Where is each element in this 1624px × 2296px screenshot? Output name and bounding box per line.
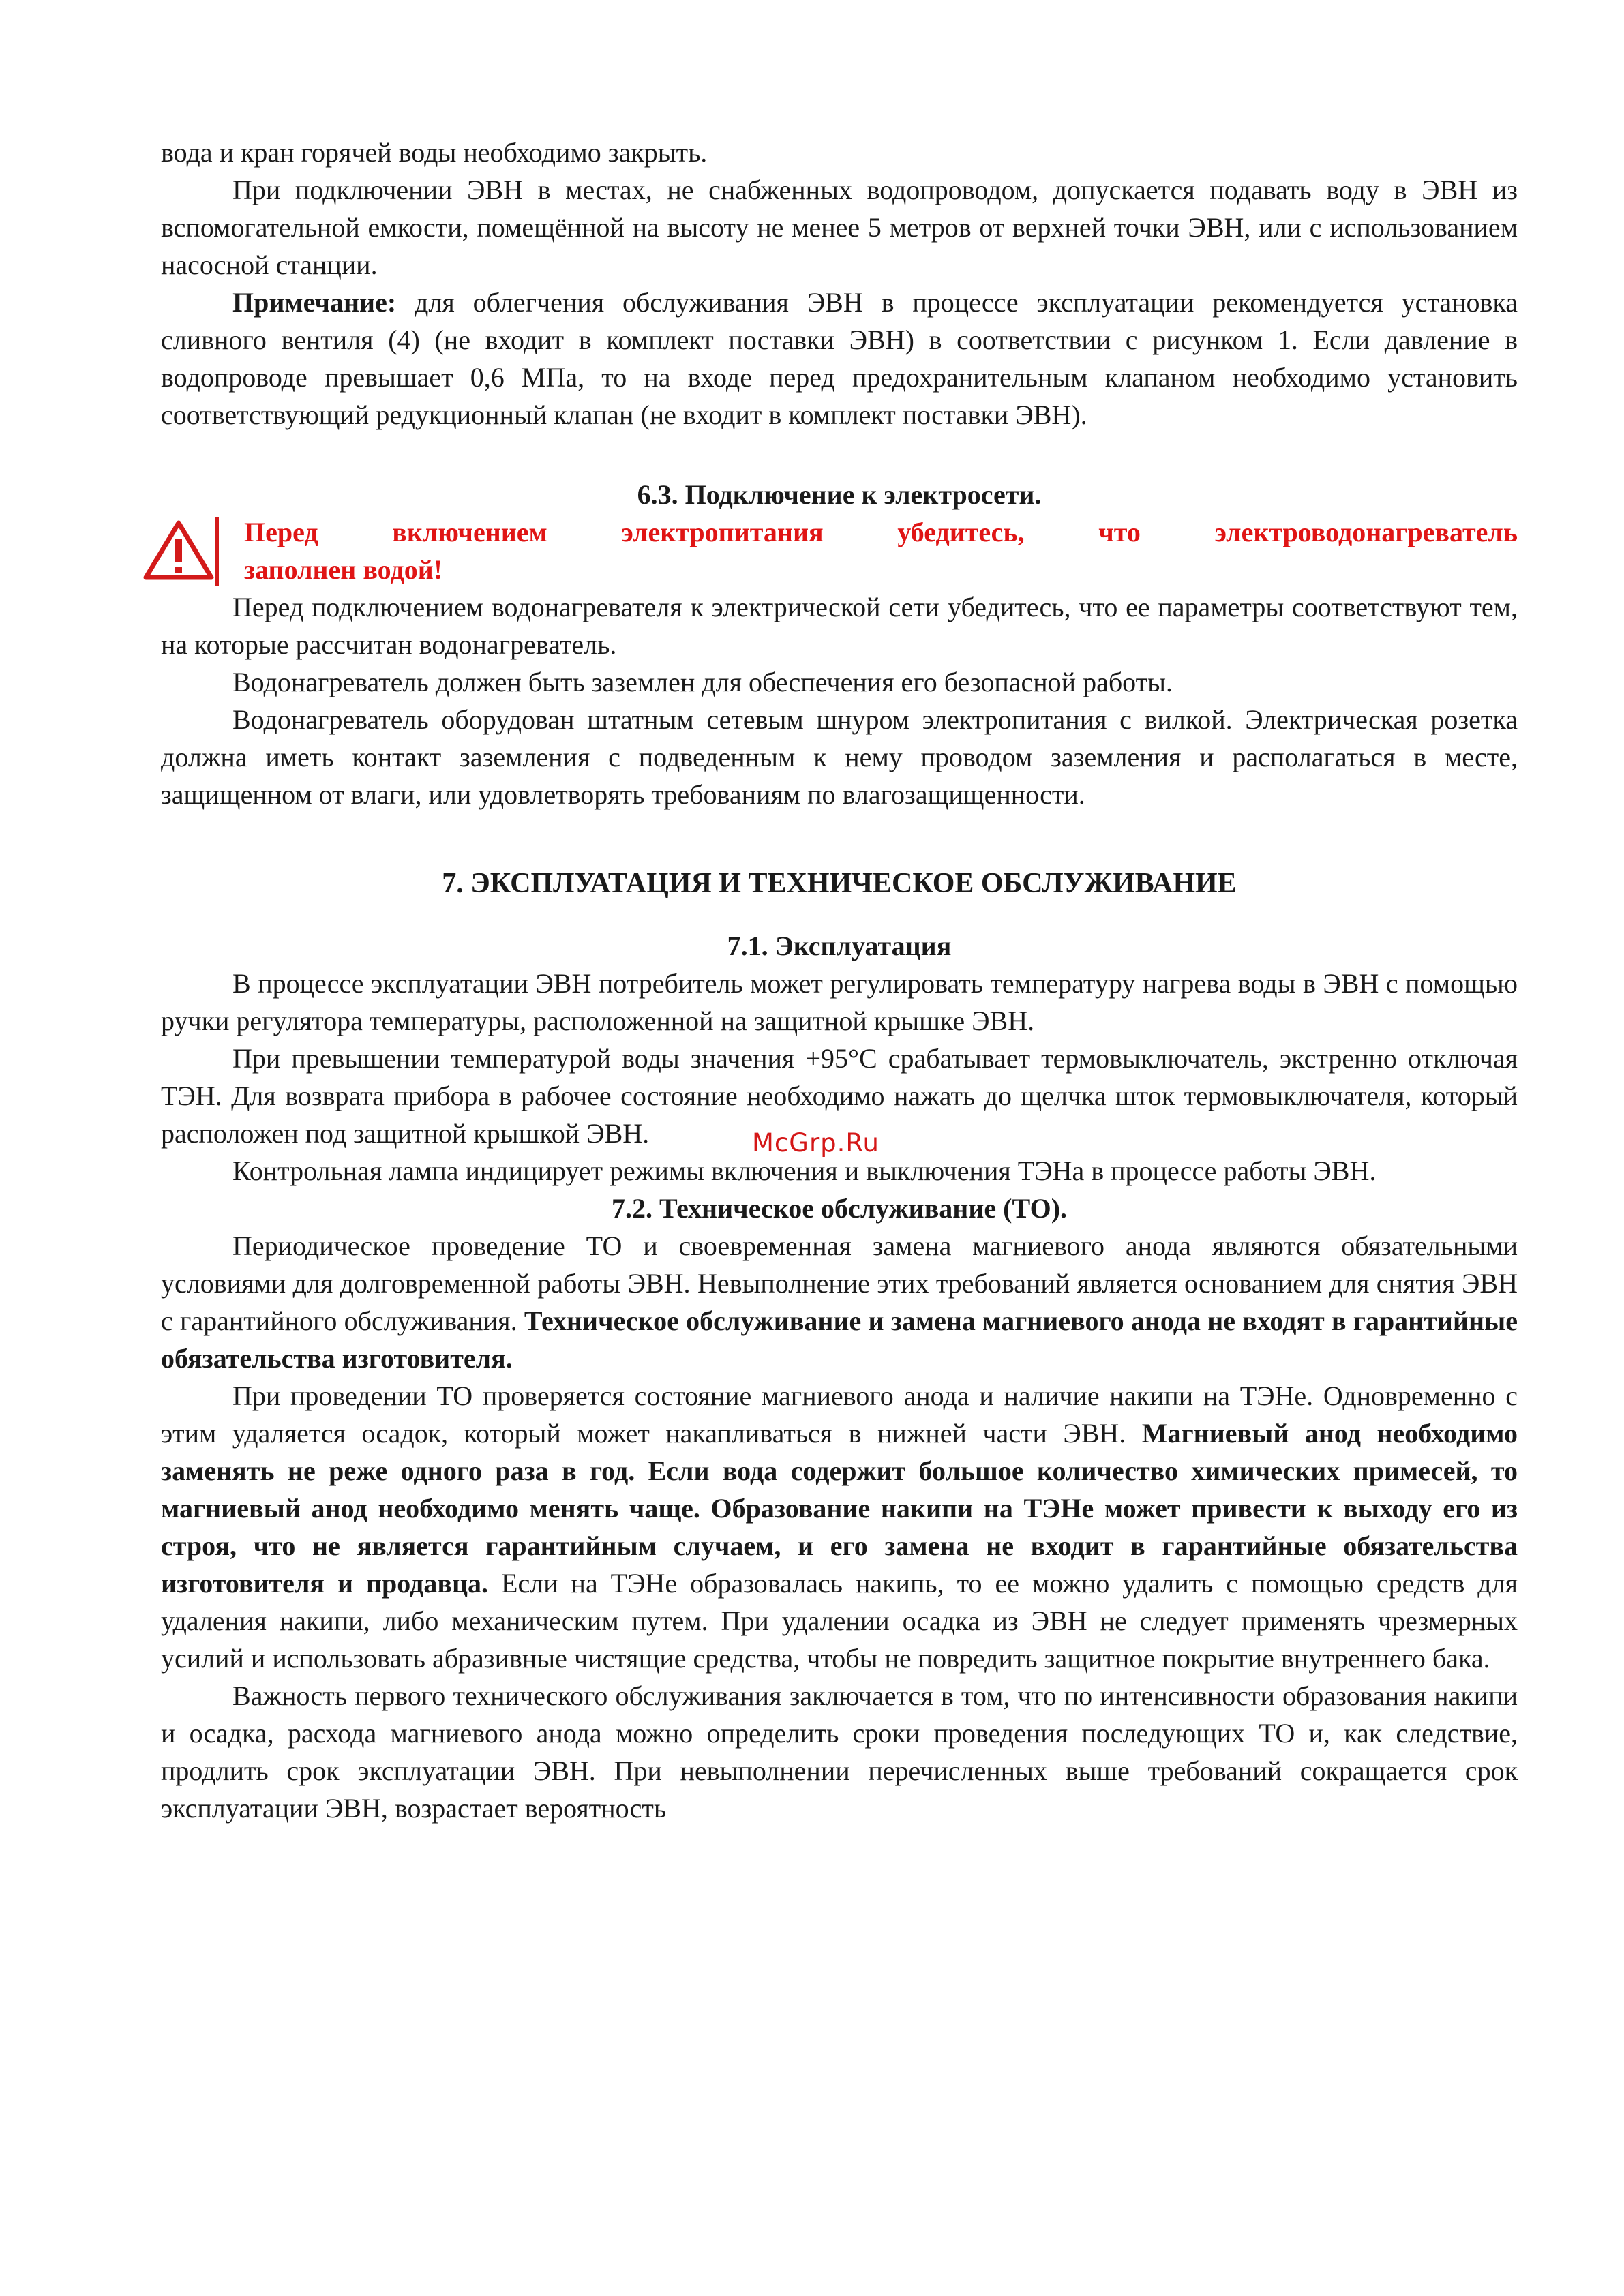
paragraph: Водонагреватель оборудован штатным сетевым шнуром электропитания с вилкой. Электрическая розетка должна иметь контакт заземления с подведенным к нему проводом заземления и располагаться в месте, защищенном от влаги, или удовлетворять требованиям по влагозащищенности. — [161, 704, 1518, 810]
section-heading-7: 7. ЭКСПЛУАТАЦИЯ И ТЕХНИЧЕСКОЕ ОБСЛУЖИВАНИЕ — [442, 868, 1237, 899]
paragraph: Важность первого технического обслуживания заключается в том, что по интенсивности образования накипи и осадка, расхода магниевого анода можно определить сроки проведения последующих ТО и, как следствие, продлить срок эксплуатации ЭВН. При невыполнении перечисленных выше требований сокращается срок эксплуатации ЭВН, возрастает вероятность — [161, 1680, 1518, 1824]
paragraph — [161, 1227, 1518, 1377]
warning-text — [244, 513, 1518, 588]
paragraph: Контрольная лампа индицирует режимы включения и выключения ТЭНа в процессе работы ЭВН. — [232, 1155, 1377, 1186]
section-heading-7-1: 7.1. Эксплуатация — [727, 931, 952, 961]
note-paragraph — [161, 284, 1518, 434]
bold-text-run: Техническое обслуживание и замена магниевого анода не входят в гарантийные обязательства изготовителя. — [161, 1305, 1518, 1374]
paragraph — [161, 1377, 1518, 1677]
text-run: Периодическое проведение ТО и своевременная замена магниевого анода являются обязательными условиями для долговременной работы ЭВН. Невыполнение этих требований является основанием для снятия ЭВН с гарантийного обслуживания. — [161, 1230, 1518, 1336]
warning-triangle-icon — [143, 519, 214, 581]
text-run: При проведении ТО проверяется состояние магниевого анода и наличие накипи на ТЭНе. Одновременно с этим удаляется осадок, который может накапливаться в нижней части ЭВН. — [161, 1380, 1518, 1449]
bold-text-run: Магниевый анод необходимо заменять не реже одного раза в год. Если вода содержит большое количество химических примесей, то магниевый анод необходимо менять чаще. Образование накипи на ТЭНе может привести к выходу его из строя, что не является гарантийным случаем, и его замена не входит в гарантийные обязательства изготовителя и продавца. — [161, 1418, 1518, 1599]
paragraph: вода и кран горячей воды необходимо закрыть. — [161, 137, 708, 168]
paragraph: При подключении ЭВН в местах, не снабженных водопроводом, допускается подавать воду в ЭВН из вспомогательной емкости, помещённой на высоту не менее 5 метров от верхней точки ЭВН, или с использованием насосной станции. — [161, 175, 1518, 280]
warning-block — [161, 513, 1518, 588]
paragraph: Перед подключением водонагревателя к электрической сети убедитесь, что ее параметры соответствуют тем, на которые рассчитан водонагреватель. — [161, 592, 1518, 660]
note-label: Примечание: — [232, 287, 397, 318]
warning-divider — [215, 517, 219, 586]
paragraph: В процессе эксплуатации ЭВН потребитель может регулировать температуру нагрева воды в ЭВН с помощью ручки регулятора температуры, расположенной на защитной крышке ЭВН. — [161, 968, 1518, 1036]
note-text: для облегчения обслуживания ЭВН в процессе эксплуатации рекомендуется установка сливного вентиля (4) (не входит в комплект поставки ЭВН) в соответствии с рисунком 1. Если давление в водопроводе превышает 0,6 МПа, то на входе перед предохранительным клапаном необходимо установить соответствующий редукционный клапан (не входит в комплект поставки ЭВН). — [161, 287, 1518, 430]
warning-line-1: Перед включением электропитания убедитесь, что электроводонагреватель — [244, 517, 1518, 547]
paragraph: При превышении температурой воды значения +95°С срабатывает термовыключатель, экстренно отключая ТЭН. Для возврата прибора в рабочее состояние необходимо нажать до щелчка шток термовыключателя, который расположен под защитной крышкой ЭВН. — [161, 1043, 1518, 1149]
warning-line-2: заполнен водой! — [244, 554, 443, 585]
text-run: Если на ТЭНе образовалась накипь, то ее можно удалить с помощью средств для удаления накипи, либо механическим путем. При удалении осадка из ЭВН не следует применять чрезмерных усилий и использовать абразивные чистящие средства, чтобы не повредить защитное покрытие внутреннего бака. — [161, 1568, 1518, 1674]
watermark: McGrp.Ru — [752, 1128, 879, 1158]
paragraph: Водонагреватель должен быть заземлен для обеспечения его безопасной работы. — [232, 667, 1173, 697]
section-heading-6-3: 6.3. Подключение к электросети. — [637, 479, 1042, 510]
document-page — [161, 134, 1518, 1827]
section-heading-7-2: 7.2. Техническое обслуживание (ТО). — [611, 1193, 1068, 1224]
